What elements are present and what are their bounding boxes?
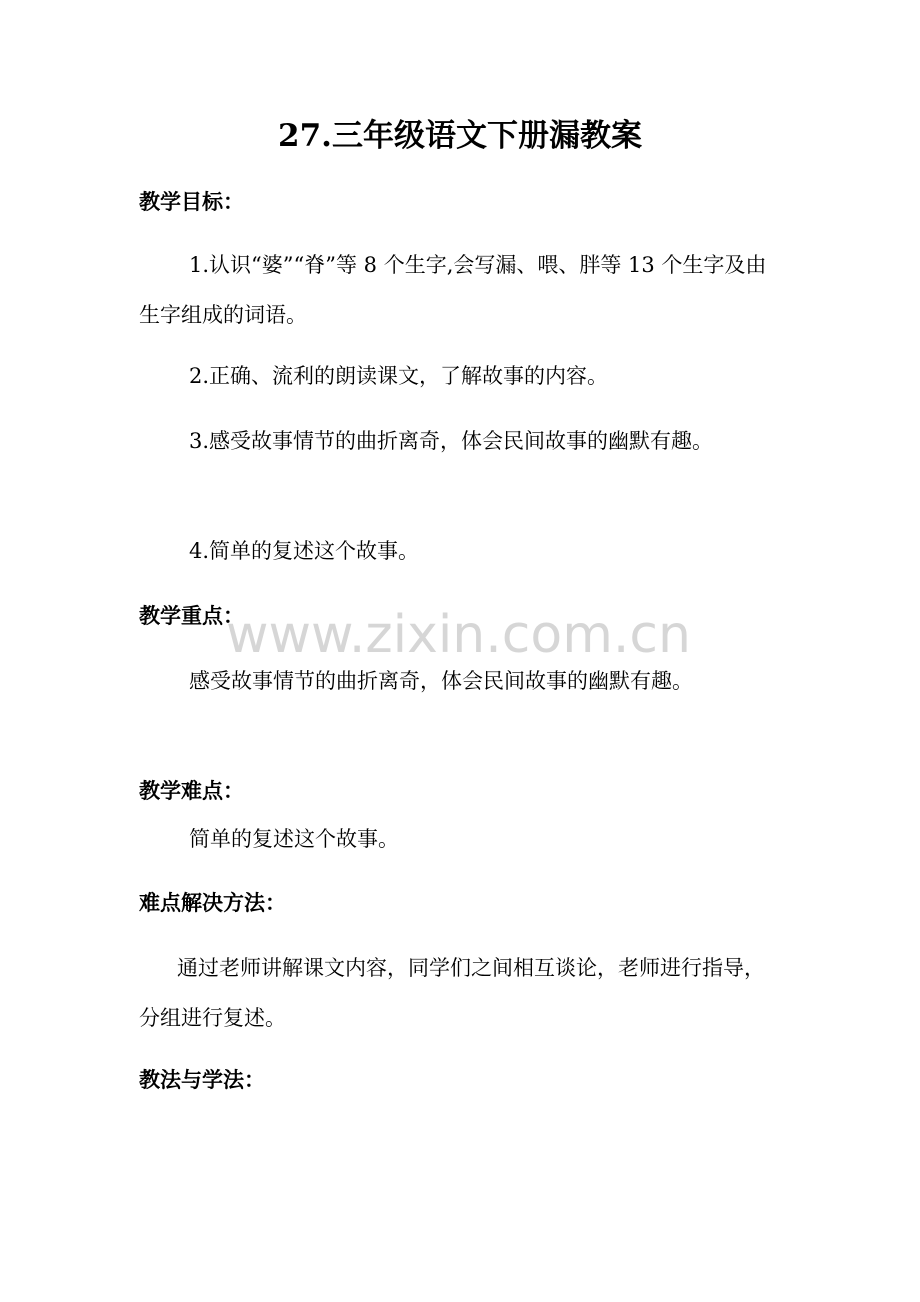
heading-key-points: 教学重点： <box>139 603 244 628</box>
heading-difficulties: 教学难点： <box>139 778 244 803</box>
difficulties-text: 简单的复述这个故事。 <box>189 827 399 851</box>
objective-item-2: 2.正确、流利的朗读课文，了解故事的内容。 <box>189 364 609 388</box>
objective-item-3: 3.感受故事情节的曲折离奇，体会民间故事的幽默有趣。 <box>189 429 714 453</box>
heading-methods: 教法与学法： <box>139 1067 265 1092</box>
watermark: www.zixin.com.cn <box>226 605 691 665</box>
document-title: 27.三年级语文下册漏教案 <box>278 118 642 154</box>
solution-text: 通过老师讲解课文内容，同学们之间相互谈论，老师进行指导，分组进行复述。 <box>139 956 765 1030</box>
objective-item-1: 1.认识“婆”“脊”等 8 个生字,会写漏、喂、胖等 13 个生字及由生字组成的词语。 <box>139 253 767 327</box>
heading-solution: 难点解决方法： <box>139 890 286 915</box>
key-points-text: 感受故事情节的曲折离奇，体会民间故事的幽默有趣。 <box>189 669 693 693</box>
objective-item-4: 4.简单的复述这个故事。 <box>189 539 420 563</box>
heading-objectives: 教学目标： <box>139 189 244 214</box>
